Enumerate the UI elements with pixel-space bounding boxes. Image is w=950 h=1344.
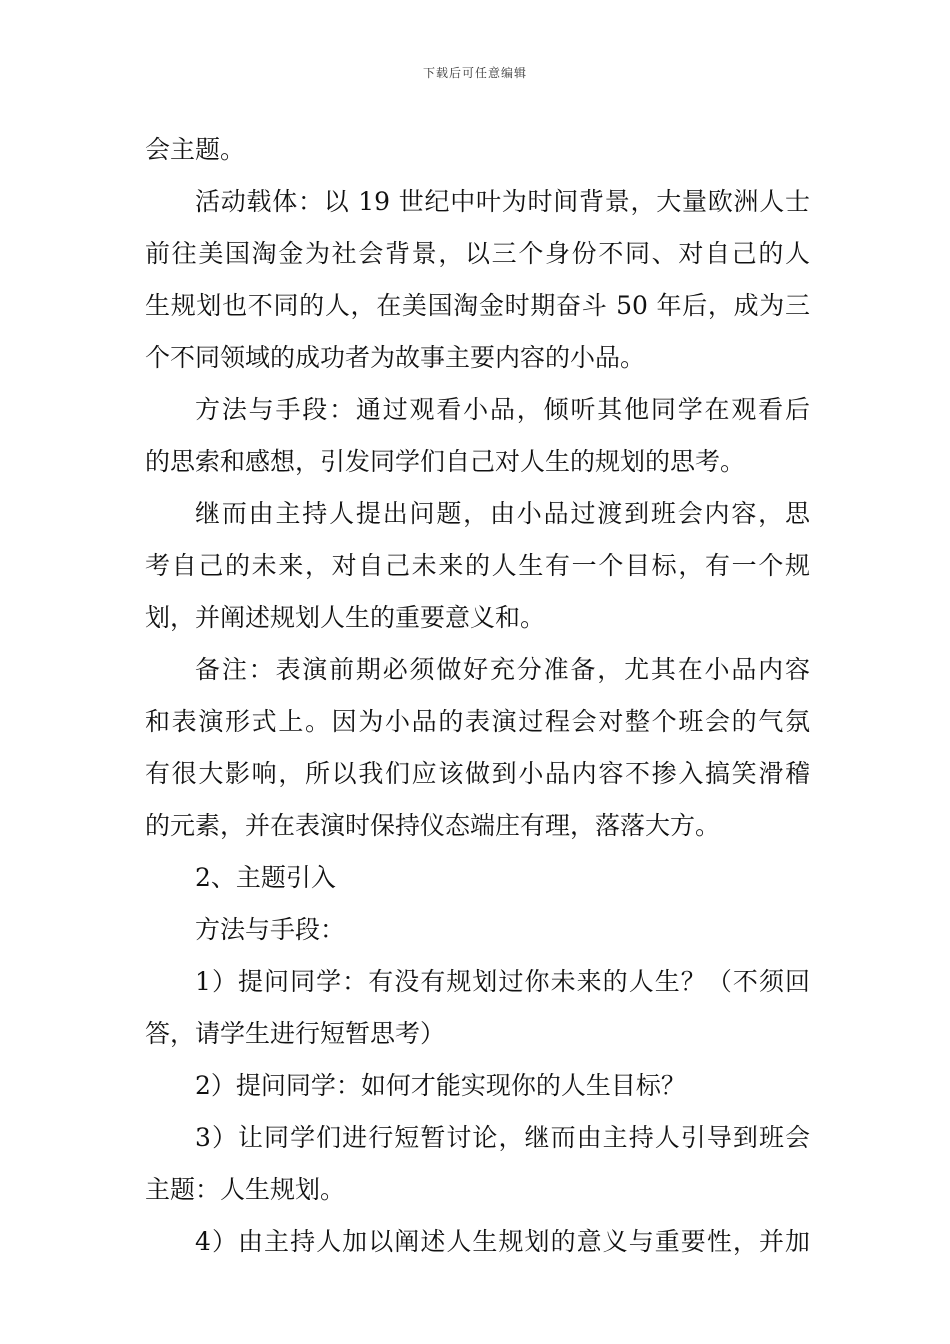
text-line: 有很大影响，所以我们应该做到小品内容不掺入搞笑滑稽 xyxy=(145,759,810,788)
page-header: 下载后可任意编辑 xyxy=(422,66,527,80)
text-line: 会主题。 xyxy=(145,135,246,164)
text-line: 1）提问同学：有没有规划过你未来的人生？（不须回 xyxy=(195,967,810,996)
document-body xyxy=(145,124,810,1268)
text-line: 考自己的未来，对自己未来的人生有一个目标，有一个规 xyxy=(145,551,810,580)
text-line: 活动载体：以 19 世纪中叶为时间背景，大量欧洲人士 xyxy=(195,187,810,216)
text-line: 和表演形式上。因为小品的表演过程会对整个班会的气氛 xyxy=(145,707,810,736)
text-line: 生规划也不同的人，在美国淘金时期奋斗 50 年后，成为三 xyxy=(145,291,810,320)
text-line: 备注：表演前期必须做好充分准备，尤其在小品内容 xyxy=(195,655,810,684)
text-line: 继而由主持人提出问题，由小品过渡到班会内容，思 xyxy=(195,499,810,528)
text-line: 的思索和感想，引发同学们自己对人生的规划的思考。 xyxy=(145,447,746,476)
text-line: 前往美国淘金为社会背景，以三个身份不同、对自己的人 xyxy=(145,239,810,268)
text-line: 答，请学生进行短暂思考） xyxy=(145,1019,446,1048)
text-line: 主题：人生规划。 xyxy=(145,1175,346,1204)
text-line: 方法与手段： xyxy=(195,915,346,944)
text-line: 3）让同学们进行短暂讨论，继而由主持人引导到班会 xyxy=(195,1123,810,1152)
text-line: 划，并阐述规划人生的重要意义和。 xyxy=(145,603,546,632)
text-line: 2）提问同学：如何才能实现你的人生目标？ xyxy=(195,1071,686,1100)
text-line: 的元素，并在表演时保持仪态端庄有理，落落大方。 xyxy=(145,811,721,840)
text-line: 2、主题引入 xyxy=(195,863,336,892)
text-line: 方法与手段：通过观看小品，倾听其他同学在观看后 xyxy=(195,395,810,424)
text-line: 4）由主持人加以阐述人生规划的意义与重要性，并加 xyxy=(195,1227,810,1256)
text-line: 个不同领域的成功者为故事主要内容的小品。 xyxy=(145,343,646,372)
